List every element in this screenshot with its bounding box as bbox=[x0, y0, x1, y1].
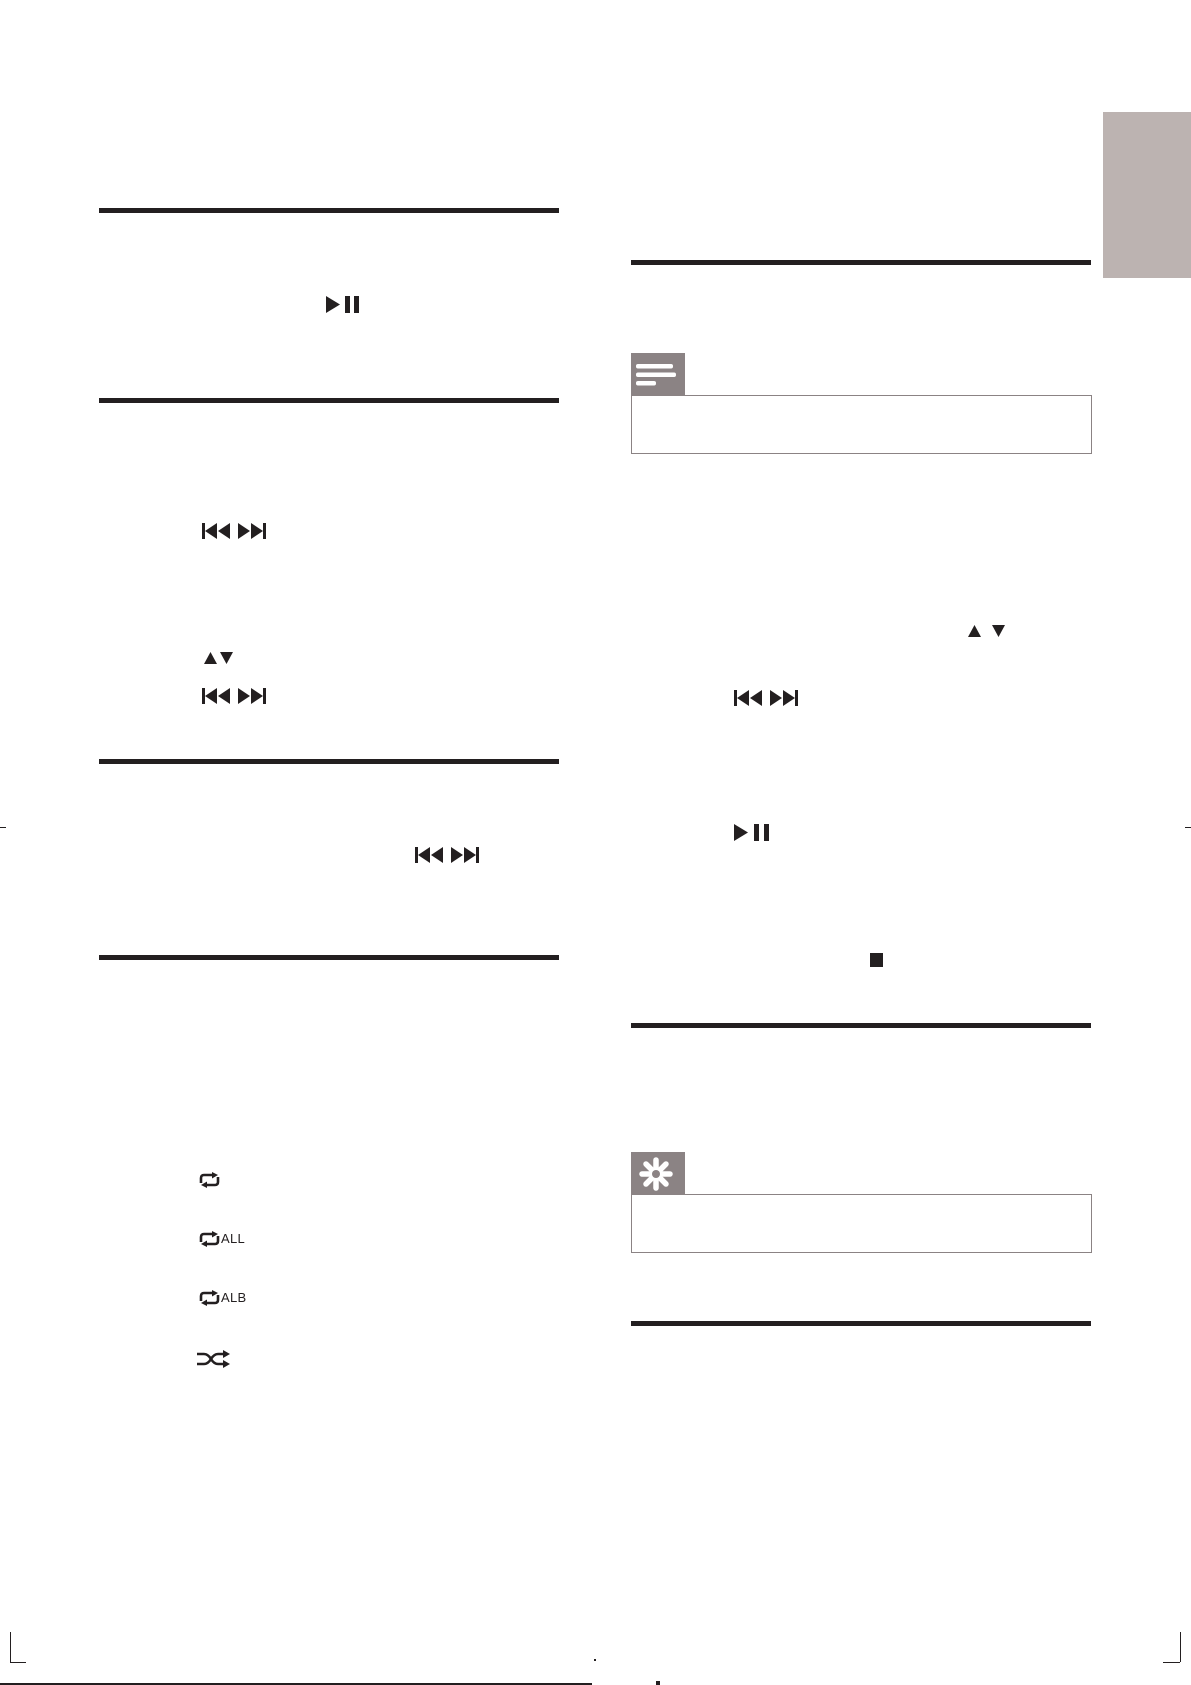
previous-next-icon bbox=[202, 523, 266, 539]
repeat-all-icon bbox=[197, 1231, 222, 1247]
tip-box bbox=[631, 1194, 1092, 1253]
play-pause-icon bbox=[326, 296, 360, 313]
previous-next-icon bbox=[734, 690, 798, 706]
repeat-album-label: ALB bbox=[221, 1290, 247, 1305]
repeat-icon bbox=[197, 1172, 222, 1188]
language-tab bbox=[1103, 112, 1191, 278]
previous-next-icon bbox=[202, 688, 266, 704]
note-box bbox=[631, 395, 1092, 454]
section-rule-right-1 bbox=[631, 260, 1091, 265]
crop-mark bbox=[0, 827, 6, 828]
repeat-album-icon bbox=[197, 1290, 222, 1306]
up-down-icon bbox=[204, 651, 234, 665]
previous-next-icon bbox=[415, 847, 479, 863]
section-rule-right-3 bbox=[631, 1321, 1091, 1326]
play-pause-icon bbox=[734, 824, 772, 841]
note-icon bbox=[636, 364, 676, 388]
section-rule-left-2 bbox=[99, 398, 559, 403]
crop-dot bbox=[656, 1681, 660, 1685]
section-rule-left-1 bbox=[99, 208, 559, 213]
crop-mark bbox=[1163, 1662, 1180, 1663]
tip-flag bbox=[631, 1152, 685, 1194]
repeat-all-label: ALL bbox=[221, 1231, 246, 1246]
note-flag bbox=[631, 353, 685, 395]
crop-mark bbox=[10, 1662, 26, 1663]
crop-mark bbox=[1180, 1632, 1181, 1662]
up-down-icon bbox=[968, 624, 1006, 638]
tip-icon bbox=[638, 1156, 674, 1192]
crop-mark bbox=[10, 1632, 11, 1662]
stop-icon bbox=[870, 953, 883, 967]
section-rule-right-2 bbox=[631, 1023, 1091, 1028]
shuffle-icon bbox=[197, 1350, 231, 1368]
section-rule-left-3 bbox=[99, 759, 559, 764]
crop-mark bbox=[1185, 827, 1191, 828]
section-rule-left-4 bbox=[99, 955, 559, 960]
crop-dot bbox=[594, 1659, 596, 1661]
